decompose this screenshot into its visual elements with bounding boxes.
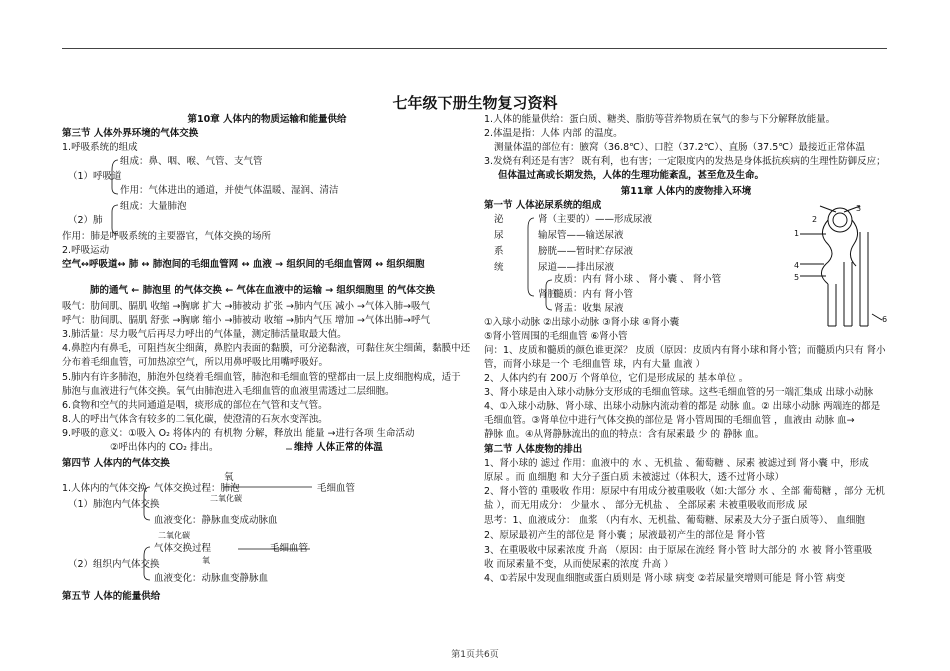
- flow-line: 肺的通气 ← 肺泡里 的气体交换 ← 气体在血液中的运输 → 组织细胞里 的气体交换: [90, 285, 435, 296]
- text-line: 毛细血管: [270, 543, 309, 554]
- text-line: 泌: [494, 214, 504, 225]
- text-line: 输尿管——输送尿液: [538, 230, 624, 241]
- text-line: 尿道——排出尿液: [538, 262, 615, 273]
- text-line: 8.人的呼出气体含有较多的二氧化碳，使澄清的石灰水变浑浊。: [62, 414, 328, 425]
- text-line: 分布着毛细血管，可加热凉空气，所以用鼻呼吸比用嘴呼吸好。: [62, 357, 329, 368]
- text-line: 2、人体内约有 200万 个肾单位，它们是形成尿的 基本单位 。: [484, 373, 749, 384]
- text-line: 但体温过高或长期发热，人体的生理功能紊乱，甚至危及生命。: [498, 170, 765, 181]
- text-line: 3、肾小球是由入球小动脉分支形成的毛细血管球。这些毛细血管的另一端汇集成 出球小动脉: [484, 387, 874, 398]
- text-line: 3、在重吸收中尿素浓度 升高 （原因：由于原尿在流经 肾小管 时大部分的 水 被 肾小管重吸: [484, 545, 873, 556]
- text-line: ⑤肾小管周围的毛细血管 ⑥肾小管: [484, 331, 628, 342]
- text-line: 盐 ），而无用成分： 少量水 、 部分无机盐 、 全部尿素 未被重吸收而形成 尿: [484, 500, 808, 511]
- text-line: 1.呼吸系统的组成: [62, 142, 138, 153]
- text-line: 9.呼吸的意义：①吸入 O₂ 将体内的 有机物 分解，释放出 能量 →进行各项 生命活动: [62, 428, 415, 439]
- text-line: 氧: [202, 556, 210, 565]
- text-line: 2、肾小管的 重吸收 作用：原尿中有用成分被重吸收（如:大部分 水 、全部 葡萄糖 ，部分 无机: [484, 486, 885, 497]
- text-line: 血液变化：静脉血变成动脉血: [154, 515, 278, 526]
- text-line: 5.肺内有许多肺泡，肺泡外包绕着毛细血管，肺泡和毛细血管的壁都由一层上皮细胞构成，适于: [62, 372, 461, 383]
- text-line: 氧: [224, 472, 234, 483]
- section-heading: 第三节 人体外界环境的气体交换: [62, 128, 199, 139]
- text-line: 膀胱——暂时贮存尿液: [538, 246, 634, 257]
- page-title: 七年级下册生物复习资料: [392, 94, 558, 112]
- text-line: 气体交换过程: [154, 543, 212, 554]
- text-line: ①入球小动脉 ②出球小动脉 ③肾小球 ④肾小囊: [484, 317, 680, 328]
- text-line: 1.人体的能量供给：蛋白质、糖类、脂肪等营养物质在氧气的参与下分解释放能量。: [484, 114, 836, 125]
- text-line: 收 而尿素量不变，从而使尿素的浓度 升高 ）: [484, 559, 674, 570]
- text-line: 毛细血管。③肾单位中进行气体交换的部位是 肾小管周围的毛细血管 ，血液由 动脉 血→: [484, 415, 855, 426]
- text-line: 髓质：内有 肾小管: [554, 289, 634, 300]
- text-line: 1、肾小球的 滤过 作用：血液中的 水 、无机盐 、葡萄糖 、尿素 被滤过到 肾小囊 中，形成: [484, 458, 869, 469]
- text-line: 4、①若尿中发现血细胞或蛋白质则是 肾小球 病变 ②若尿量突增则可能是 肾小管 病变: [484, 573, 846, 584]
- figure-label: 4: [794, 261, 800, 270]
- text-line: 肾（主要的）——形成尿液: [538, 214, 653, 225]
- section-heading: 第一节 人体泌尿系统的组成: [484, 200, 602, 211]
- text-line: 组成：鼻、咽、喉、气管、支气管: [120, 156, 263, 167]
- text-line: 1.人体内的气体交换: [62, 483, 148, 494]
- text-line: 3.肺活量：尽力吸气后再尽力呼出的气体量，测定肺活量取最大值。: [62, 329, 347, 340]
- text-line: 静脉 血。④从肾静脉流出的血的特点：含有尿素最 少 的 静脉 血。: [484, 429, 765, 440]
- text-line: （2）组织内气体交换: [68, 559, 160, 570]
- text-line: （2）肺: [68, 215, 103, 226]
- text-line: 组成：大量肺泡: [120, 201, 187, 212]
- text-line: （1）呼吸道: [68, 171, 122, 182]
- text-line: 呼气：肋间肌、膈肌 舒张 →胸廓 缩小 →肺被动 收缩 →肺内气压 增加 →气体出肺→呼气: [62, 315, 430, 326]
- text-line: 问：1、皮质和髓质的颜色谁更深？ 皮质（原因：皮质内有肾小球和肾小管；而髓质内只有 肾小: [484, 345, 886, 356]
- text-line: 2.呼吸运动: [62, 245, 110, 256]
- figure-label: 6: [882, 315, 888, 324]
- header-rule: [62, 48, 887, 49]
- section-heading: 第五节 人体的能量供给: [62, 591, 161, 602]
- text-line: 管，而肾小球是一个 毛细血管 球，内有大量 血液 ）: [484, 359, 706, 370]
- text-line: 2、原尿最初产生的部位是 肾小囊 ；尿液最初产生的部位是 肾小管: [484, 530, 766, 541]
- text-line: 作用：气体进出的通道，并使气体温暖、湿润、清洁: [120, 185, 339, 196]
- text-line: 吸气：肋间肌、膈肌 收缩 →胸廓 扩大 →肺被动 扩张 →肺内气压 减小 →气体入肺→吸气: [62, 301, 430, 312]
- text-line: 统: [494, 262, 504, 273]
- text-line: 4.鼻腔内有鼻毛，可阻挡灰尘细菌，鼻腔内表面的黏膜，可分泌黏液，可黏住灰尘细菌，黏膜中还: [62, 343, 471, 354]
- text-line: 二氧化碳: [158, 531, 190, 540]
- text-line: 测量体温的部位有：腋窝（36.8℃）、口腔（37.2℃）、直肠（37.5℃）最接近正常体温: [494, 142, 865, 153]
- figure-label: 1: [794, 229, 800, 238]
- text-line: 思考：1、血液成分： 血浆 （内有水、无机盐、葡萄糖、尿素及大分子蛋白质等）、 血细胞: [484, 515, 865, 526]
- chapter-heading: 第11章 人体内的废物排入环境: [620, 186, 752, 197]
- text-line: 尿: [494, 230, 504, 241]
- figure-label: 3: [856, 204, 862, 213]
- text-line: 肾盂：收集 尿液: [554, 303, 624, 314]
- text-line: 作用：肺是呼吸系统的主要器官，气体交换的场所: [62, 231, 272, 242]
- text-line: 3.发烧有利还是有害？ 既有利，也有害；一定限度内的发热是身体抵抗疾病的生理性防御反应；: [484, 156, 886, 167]
- page-footer: 第1页共6页: [451, 650, 499, 660]
- text-line: 维持 人体正常的体温: [294, 442, 383, 453]
- text-line: ②呼出体内的 CO₂ 排出。: [110, 442, 219, 453]
- text-line: 肾脏: [538, 289, 558, 300]
- text-line: 2.体温是指：人体 内部 的温度。: [484, 128, 623, 139]
- text-line: 肺泡与血液进行气体交换。氧气由肺泡进入毛细血管的血液里需透过二层细胞。: [62, 386, 395, 397]
- figure-label: 2: [812, 215, 818, 224]
- text-line: 血液变化：动脉血变静脉血: [154, 573, 269, 584]
- text-line: 气体交换过程：肺泡: [154, 483, 240, 494]
- text-line: 4、①入球小动脉、肾小球、出球小动脉内流动着的都是 动脉 血。② 出球小动脉 两端连的都是: [484, 401, 881, 412]
- text-line: 原尿 。而 血细胞 和 大分子蛋白质 未被滤过（体积大，透不过肾小球）: [484, 472, 785, 483]
- text-line: （1）肺泡内气体交换: [68, 499, 160, 510]
- section-heading: 第二节 人体废物的排出: [484, 444, 583, 455]
- left-brackets: [62, 114, 472, 614]
- text-line: 毛细血管: [317, 483, 356, 494]
- text-line: 二氧化碳: [210, 494, 242, 503]
- text-line: 6.食物和空气的共同通道是咽，痰形成的部位在气管和支气管。: [62, 400, 328, 411]
- figure-label: 5: [794, 273, 800, 282]
- chapter-heading: 第10章 人体内的物质运输和能量供给: [187, 114, 347, 125]
- text-line: 系: [494, 246, 504, 257]
- text-line: 皮质：内有 肾小球 、 肾小囊 、 肾小管: [554, 274, 722, 285]
- flow-line: 空气↔呼吸道↔ 肺 ↔ 肺泡间的毛细血管网 ↔ 血液 → 组织间的毛细血管网 ↔ 组织细胞: [62, 259, 425, 270]
- section-heading: 第四节 人体内的气体交换: [62, 458, 170, 469]
